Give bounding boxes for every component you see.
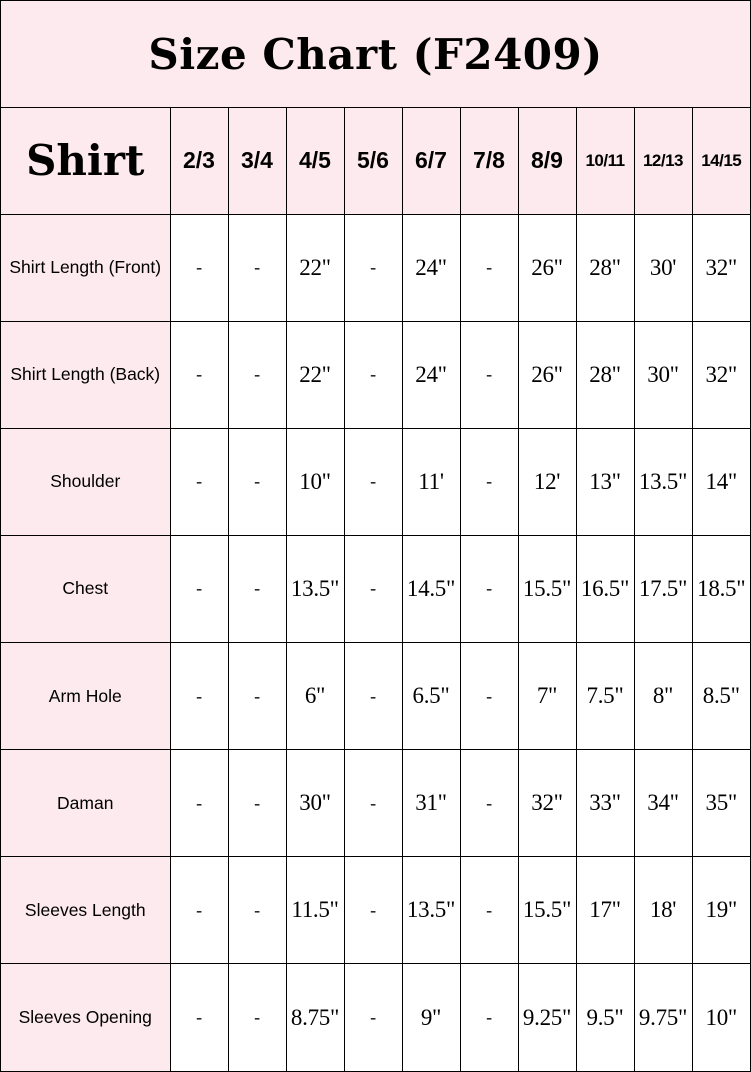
measurement-cell: 32" bbox=[692, 321, 750, 428]
measurement-cell: 8.75" bbox=[286, 964, 344, 1071]
measurement-cell: 28" bbox=[576, 321, 634, 428]
table-row bbox=[1, 750, 750, 857]
measurement-cell: - bbox=[170, 643, 228, 750]
size-header: 3/4 bbox=[228, 108, 286, 214]
size-header: 6/7 bbox=[402, 108, 460, 214]
corner-label: Shirt bbox=[1, 108, 170, 214]
measurement-cell: - bbox=[460, 428, 518, 535]
measurement-cell: - bbox=[460, 214, 518, 321]
measurement-cell: - bbox=[460, 857, 518, 964]
measurement-cell: - bbox=[228, 750, 286, 857]
measurement-cell: 15.5" bbox=[518, 857, 576, 964]
measurement-cell: - bbox=[228, 643, 286, 750]
table-row bbox=[1, 535, 750, 642]
measurement-cell: 30" bbox=[634, 321, 692, 428]
measurement-cell: - bbox=[344, 428, 402, 535]
measurement-cell: 19" bbox=[692, 857, 750, 964]
measurement-cell: - bbox=[170, 964, 228, 1071]
measurement-cell: - bbox=[228, 214, 286, 321]
measurement-cell: - bbox=[170, 750, 228, 857]
measurement-cell: - bbox=[344, 750, 402, 857]
measurement-cell: 32" bbox=[518, 750, 576, 857]
measurement-cell: - bbox=[344, 643, 402, 750]
measurement-cell: 9.25" bbox=[518, 964, 576, 1071]
measurement-cell: 14" bbox=[692, 428, 750, 535]
measurement-cell: 31" bbox=[402, 750, 460, 857]
measurement-cell: 13.5" bbox=[634, 428, 692, 535]
measurement-cell: - bbox=[170, 857, 228, 964]
row-label: Daman bbox=[1, 750, 170, 857]
measurement-cell: 17.5" bbox=[634, 535, 692, 642]
measurement-cell: 12' bbox=[518, 428, 576, 535]
size-table bbox=[1, 108, 750, 1071]
measurement-cell: 24" bbox=[402, 214, 460, 321]
measurement-cell: 8.5" bbox=[692, 643, 750, 750]
measurement-cell: 8" bbox=[634, 643, 692, 750]
measurement-cell: 35" bbox=[692, 750, 750, 857]
measurement-cell: 16.5" bbox=[576, 535, 634, 642]
table-row bbox=[1, 321, 750, 428]
measurement-cell: - bbox=[344, 964, 402, 1071]
row-label: Arm Hole bbox=[1, 643, 170, 750]
table-row bbox=[1, 643, 750, 750]
measurement-cell: - bbox=[460, 750, 518, 857]
measurement-cell: - bbox=[344, 857, 402, 964]
measurement-cell: 13.5" bbox=[286, 535, 344, 642]
row-label: Shirt Length (Back) bbox=[1, 321, 170, 428]
measurement-cell: 26" bbox=[518, 214, 576, 321]
size-header: 4/5 bbox=[286, 108, 344, 214]
size-header: 5/6 bbox=[344, 108, 402, 214]
measurement-cell: 13" bbox=[576, 428, 634, 535]
row-label: Shirt Length (Front) bbox=[1, 214, 170, 321]
measurement-cell: - bbox=[344, 321, 402, 428]
measurement-cell: - bbox=[344, 214, 402, 321]
measurement-cell: - bbox=[228, 535, 286, 642]
table-row bbox=[1, 964, 750, 1071]
measurement-cell: 7" bbox=[518, 643, 576, 750]
measurement-cell: 9" bbox=[402, 964, 460, 1071]
measurement-cell: - bbox=[460, 643, 518, 750]
measurement-cell: 30" bbox=[286, 750, 344, 857]
table-row bbox=[1, 428, 750, 535]
measurement-cell: 13.5" bbox=[402, 857, 460, 964]
measurement-cell: 22" bbox=[286, 214, 344, 321]
size-header: 12/13 bbox=[634, 108, 692, 214]
measurement-cell: - bbox=[228, 428, 286, 535]
measurement-cell: 17" bbox=[576, 857, 634, 964]
table-row bbox=[1, 857, 750, 964]
row-label: Sleeves Opening bbox=[1, 964, 170, 1071]
measurement-cell: 7.5" bbox=[576, 643, 634, 750]
measurement-cell: 34" bbox=[634, 750, 692, 857]
table-row bbox=[1, 214, 750, 321]
measurement-cell: 11' bbox=[402, 428, 460, 535]
measurement-cell: - bbox=[170, 321, 228, 428]
measurement-cell: - bbox=[344, 535, 402, 642]
size-header: 10/11 bbox=[576, 108, 634, 214]
measurement-cell: 30' bbox=[634, 214, 692, 321]
measurement-cell: 6.5" bbox=[402, 643, 460, 750]
measurement-cell: - bbox=[228, 321, 286, 428]
size-header: 8/9 bbox=[518, 108, 576, 214]
measurement-cell: - bbox=[170, 428, 228, 535]
measurement-cell: 6" bbox=[286, 643, 344, 750]
measurement-cell: 24" bbox=[402, 321, 460, 428]
measurement-cell: 10" bbox=[692, 964, 750, 1071]
measurement-cell: - bbox=[228, 964, 286, 1071]
measurement-cell: 18.5" bbox=[692, 535, 750, 642]
size-header: 2/3 bbox=[170, 108, 228, 214]
measurement-cell: - bbox=[228, 857, 286, 964]
measurement-cell: - bbox=[460, 964, 518, 1071]
measurement-cell: - bbox=[170, 214, 228, 321]
row-label: Sleeves Length bbox=[1, 857, 170, 964]
measurement-cell: 11.5" bbox=[286, 857, 344, 964]
measurement-cell: 9.75" bbox=[634, 964, 692, 1071]
table-body bbox=[1, 214, 750, 1071]
measurement-cell: 26" bbox=[518, 321, 576, 428]
size-header: 7/8 bbox=[460, 108, 518, 214]
measurement-cell: 14.5" bbox=[402, 535, 460, 642]
title-bar bbox=[1, 1, 750, 108]
header-row bbox=[1, 108, 750, 214]
measurement-cell: 28" bbox=[576, 214, 634, 321]
measurement-cell: 18' bbox=[634, 857, 692, 964]
row-label: Chest bbox=[1, 535, 170, 642]
measurement-cell: 10" bbox=[286, 428, 344, 535]
measurement-cell: - bbox=[170, 535, 228, 642]
row-label: Shoulder bbox=[1, 428, 170, 535]
size-header: 14/15 bbox=[692, 108, 750, 214]
measurement-cell: - bbox=[460, 321, 518, 428]
measurement-cell: 32" bbox=[692, 214, 750, 321]
measurement-cell: 22" bbox=[286, 321, 344, 428]
measurement-cell: - bbox=[460, 535, 518, 642]
page-title: Size Chart (F2409) bbox=[148, 29, 603, 79]
measurement-cell: 9.5" bbox=[576, 964, 634, 1071]
measurement-cell: 33" bbox=[576, 750, 634, 857]
measurement-cell: 15.5" bbox=[518, 535, 576, 642]
